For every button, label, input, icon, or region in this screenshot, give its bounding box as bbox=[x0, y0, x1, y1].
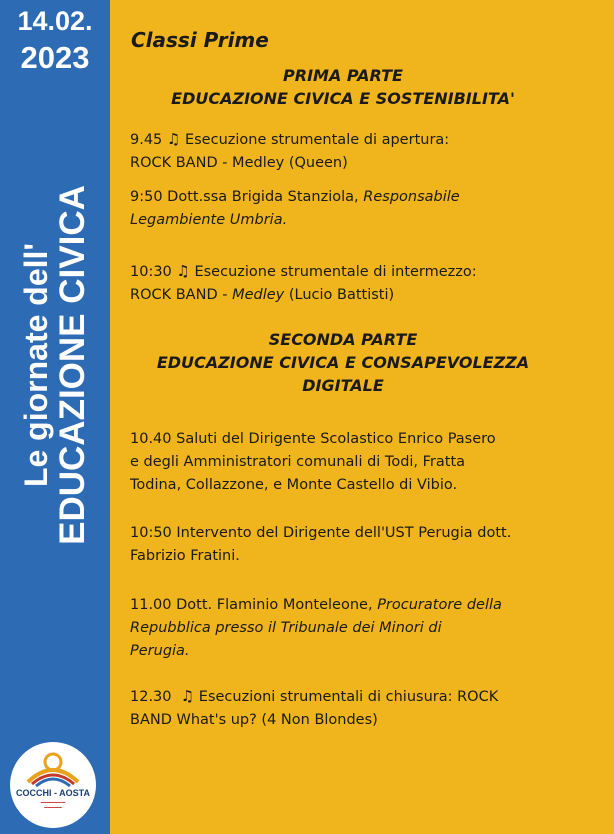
entry-6-role3: Perugia. bbox=[130, 643, 190, 659]
class-heading: Classi Prime bbox=[131, 28, 269, 52]
entry-3-text: Esecuzione strumentale di intermezzo: bbox=[194, 264, 477, 280]
part1-line2: EDUCAZIONE CIVICA E SOSTENIBILITA' bbox=[171, 89, 515, 108]
entry-6-role2: Repubblica presso il Tribunale dei Minori di bbox=[130, 620, 442, 636]
entry-7-line1 bbox=[130, 685, 570, 709]
part2-heading bbox=[110, 328, 576, 397]
music-note-icon: ♫ bbox=[176, 262, 190, 280]
entry-7-text: Esecuzioni strumentali di chiusura: ROCK bbox=[198, 689, 499, 705]
music-note-icon: ♫ bbox=[180, 687, 195, 705]
entry-3-line2 bbox=[130, 284, 570, 307]
vertical-title bbox=[18, 185, 92, 545]
entry-6-role1: Procuratore della bbox=[377, 597, 502, 613]
sidebar bbox=[0, 0, 110, 834]
part1-heading bbox=[110, 64, 576, 110]
program-entry-3 bbox=[130, 260, 570, 307]
program-panel bbox=[110, 0, 614, 834]
part2-line1: SECONDA PARTE bbox=[268, 330, 418, 349]
music-note-icon: ♫ bbox=[166, 130, 181, 148]
event-date-day: 14.02. bbox=[17, 6, 93, 36]
program-entry-6 bbox=[130, 594, 570, 663]
entry-3-line2-b: Medley bbox=[232, 287, 285, 303]
entry-4-line2: e degli Amministratori comunali di Todi, Fratta bbox=[130, 454, 466, 470]
event-date-year: 2023 bbox=[20, 40, 90, 75]
program-entry-7 bbox=[130, 685, 570, 732]
entry-2-role1: Responsabile bbox=[363, 189, 460, 205]
entry-6-line1 bbox=[130, 594, 570, 617]
entry-1-text: Esecuzione strumentale di apertura: bbox=[184, 132, 450, 148]
part2-line2: EDUCAZIONE CIVICA E CONSAPEVOLEZZA bbox=[156, 353, 530, 372]
entry-6-text: 11.00 Dott. Flaminio Monteleone, bbox=[130, 597, 373, 613]
entry-3-line2-a: ROCK BAND - bbox=[130, 287, 228, 303]
entry-3-line1 bbox=[130, 260, 570, 284]
entry-4-line1: 10.40 Saluti del Dirigente Scolastico Enrico Pasero bbox=[130, 431, 496, 447]
entry-2-role2: Legambiente Umbria. bbox=[130, 212, 288, 228]
entry-5-line2: Fabrizio Fratini. bbox=[130, 548, 240, 564]
entry-3-line2-c: (Lucio Battisti) bbox=[288, 287, 395, 303]
entry-2-line1 bbox=[130, 186, 570, 209]
entry-7-line2: BAND What's up? (4 Non Blondes) bbox=[130, 712, 378, 728]
part1-line1: PRIMA PARTE bbox=[283, 66, 403, 85]
vertical-title-line1: Le giornate dell' bbox=[18, 242, 54, 488]
program-entry-4 bbox=[130, 428, 570, 497]
entry-1-line2: ROCK BAND - Medley (Queen) bbox=[130, 155, 348, 171]
entry-1-time: 9.45 bbox=[130, 132, 163, 148]
part2-line3: DIGITALE bbox=[302, 376, 384, 395]
entry-4-line3: Todina, Collazzone, e Monte Castello di Vibio. bbox=[130, 477, 458, 493]
school-logo-icon bbox=[24, 748, 82, 788]
entry-5-line1: 10:50 Intervento del Dirigente dell'UST Perugia dott. bbox=[130, 525, 512, 541]
entry-3-time: 10:30 bbox=[130, 264, 172, 280]
school-logo bbox=[10, 742, 96, 828]
program-entry-1 bbox=[130, 128, 570, 175]
school-logo-name: COCCHI - AOSTA bbox=[16, 788, 90, 798]
entry-1-line1 bbox=[130, 128, 570, 152]
entry-7-time: 12.30 bbox=[130, 689, 172, 705]
program-entry-2 bbox=[130, 186, 570, 232]
school-logo-tagline: ▬▬▬▬▬▬▬ ▬▬▬▬▬ bbox=[40, 800, 66, 809]
program-entry-5 bbox=[130, 522, 570, 568]
entry-2-text: 9:50 Dott.ssa Brigida Stanziola, bbox=[130, 189, 359, 205]
vertical-title-line2: EDUCAZIONE CIVICA bbox=[53, 185, 92, 545]
